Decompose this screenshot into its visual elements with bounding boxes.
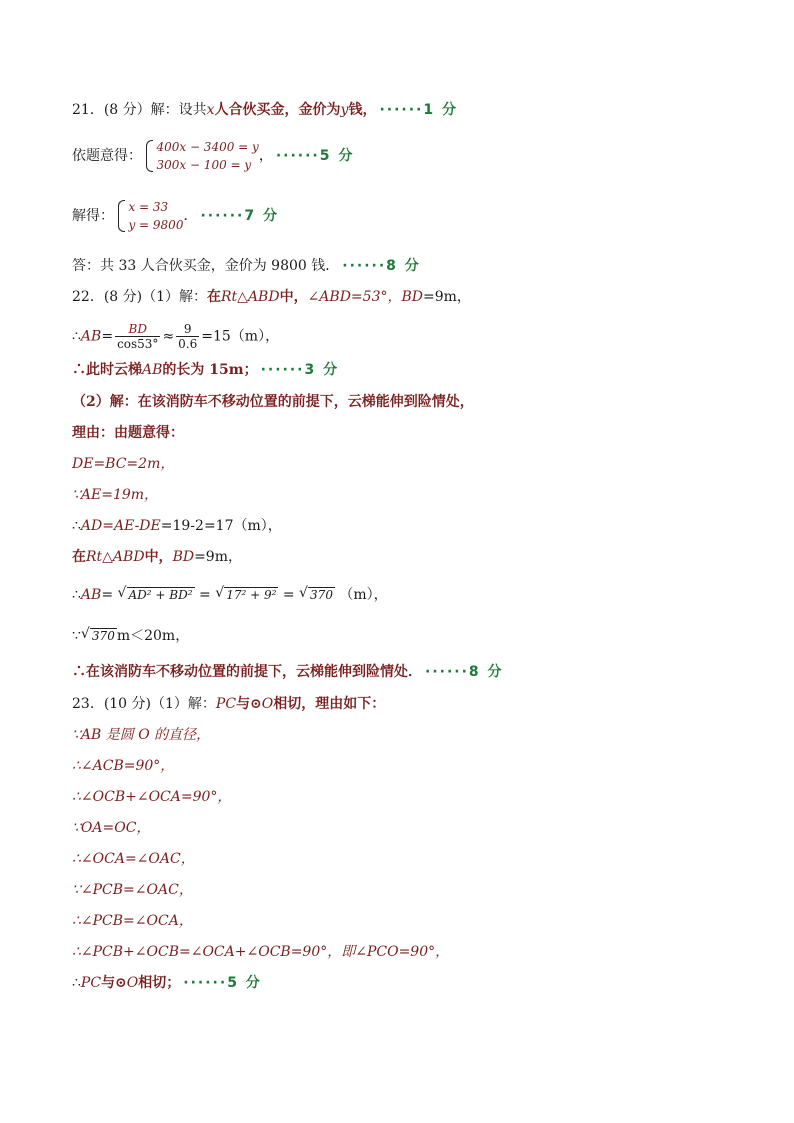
square-root: √ 370	[299, 585, 335, 605]
q23-line-5: ∵OA=OC，	[72, 820, 151, 836]
q22-line-3: ∴此时云梯AB的长为 15m； ······3 分	[72, 362, 340, 378]
q22-line-2: ∴AB= $\frac{BD}{\cos 53^\circ}$ ≈ $\frac{9}{0.6}$ =15（m），	[72, 322, 280, 351]
score-marker: ······5 分	[183, 975, 262, 991]
score-marker: ······5 分	[275, 148, 355, 164]
q23-line-4: ∴∠OCB+∠OCA=90°，	[72, 789, 232, 805]
q23-line-10: ∴PC与⊙O相切； ······5 分	[72, 975, 262, 991]
q23-line-3: ∴∠ACB=90°，	[72, 758, 175, 774]
fraction: $\frac{9}{0.6}$	[178, 322, 198, 351]
q23-line-1: 23．(10 分)（1）解：PC与⊙O相切，理由如下：	[72, 696, 386, 712]
score-marker: ······7 分	[200, 208, 279, 224]
q23-line-2: ∵AB 是圆 O 的直径，	[72, 727, 211, 743]
q23-line-8: ∴∠PCB=∠OCA，	[72, 913, 193, 929]
q22-line-10: ∴AB= √ AD² + BD² = √ 17² + 9² = √ 370 （m），	[72, 585, 388, 605]
q21-line-3: 解得： x = 33 y = 9800 ． ······7 分	[72, 200, 279, 232]
q22-line-11: ∵√ 370 m＜20m，	[72, 626, 189, 646]
q21-line-4: 答：共 33 人合伙买金，金价为 9800 钱． ······8 分	[72, 258, 421, 274]
q22-line-12: ∴在该消防车不移动位置的前提下，云梯能伸到险情处． ······8 分	[72, 664, 504, 680]
q23-line-9: ∴∠PCB+∠OCB=∠OCA+∠OCB=90°，即∠PCO=90°，	[72, 944, 450, 960]
q22-line-9: 在Rt△ABD中，BD=9m，	[72, 549, 242, 565]
q22-line-7: ∵AE=19m，	[72, 487, 159, 503]
square-root: √ 370	[81, 626, 117, 646]
q23-line-6: ∴∠OCA=∠OAC，	[72, 851, 195, 867]
square-root: √ AD² + BD²	[118, 585, 195, 605]
q22-line-5: 理由：由题意得：	[72, 425, 184, 441]
square-root: √ 17² + 9²	[215, 585, 278, 605]
q22-line-8: ∴AD=AE-DE=19-2=17（m），	[72, 518, 282, 534]
q21-line-1: 21．(8 分）解：设共x人合伙买金，金价为y钱， ······1 分	[72, 102, 458, 118]
score-marker: ······1 分	[379, 102, 458, 118]
score-marker: ······8 分	[342, 258, 421, 274]
solution-system: x = 33 y = 9800	[118, 198, 183, 234]
q22-line-1: 22．(8 分)（1）解：在Rt△ABD中，∠ABD=53°，BD=9m，	[72, 289, 471, 305]
equation-system: 400x − 3400 = y 300x − 100 = y	[146, 138, 258, 174]
q21-line-2: 依题意得： 400x − 3400 = y 300x − 100 = y ， ······5 分	[72, 140, 355, 172]
score-marker: ······8 分	[425, 664, 504, 680]
q22-line-4: （2）解：在该消防车不移动位置的前提下，云梯能伸到险情处，	[72, 394, 474, 410]
fraction: $\frac{BD}{\cos 53^\circ}$	[117, 322, 159, 351]
score-marker: ······3 分	[260, 362, 340, 378]
q23-line-7: ∵∠PCB=∠OAC，	[72, 882, 193, 898]
q22-line-6: DE=BC=2m，	[72, 456, 175, 472]
